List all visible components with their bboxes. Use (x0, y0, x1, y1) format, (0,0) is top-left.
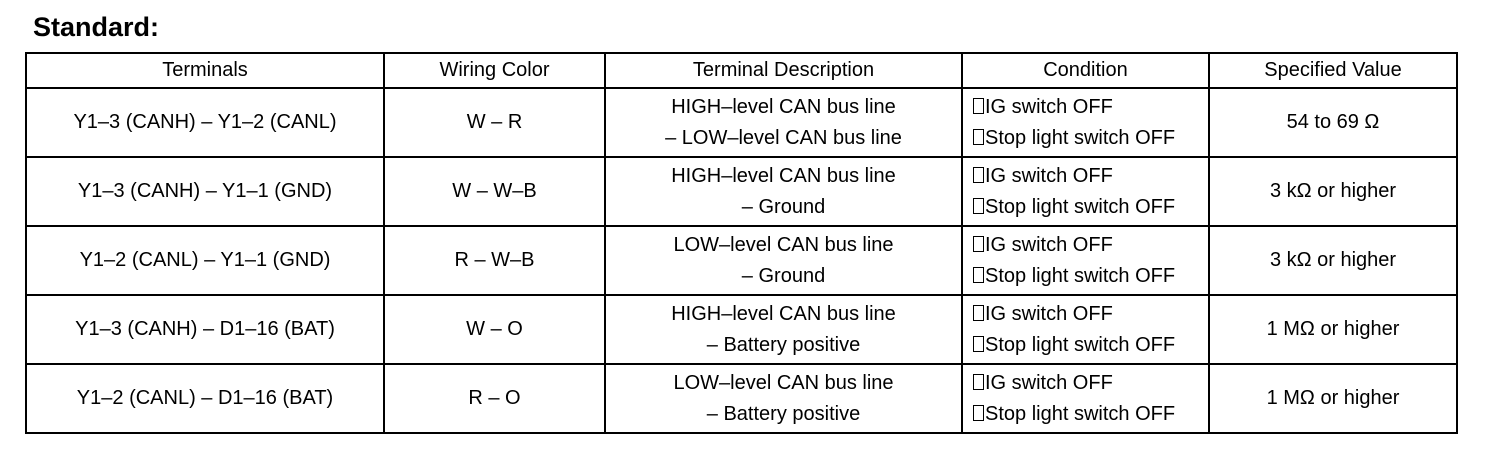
condition-cell (962, 295, 1209, 364)
condition-line: IG switch OFF (985, 233, 1113, 256)
description-line: LOW–level CAN bus line (673, 233, 894, 256)
condition-line: Stop light switch OFF (985, 264, 1176, 287)
table-row (26, 364, 1457, 433)
description-line: HIGH–level CAN bus line (671, 95, 896, 118)
description-line: – Ground (741, 195, 826, 218)
description-cell (605, 364, 962, 433)
condition-line: IG switch OFF (985, 302, 1113, 325)
header-terminal-description: Terminal Description (605, 53, 962, 88)
checkbox-icon (973, 198, 984, 214)
condition-line: IG switch OFF (985, 164, 1113, 187)
standard-table (25, 52, 1458, 434)
condition-cell (962, 226, 1209, 295)
table-row (26, 157, 1457, 226)
specified-value-cell: 3 kΩ or higher (1209, 157, 1457, 226)
table-row (26, 295, 1457, 364)
terminals-cell: Y1–2 (CANL) – Y1–1 (GND) (26, 226, 384, 295)
condition-cell (962, 88, 1209, 157)
terminals-cell: Y1–2 (CANL) – D1–16 (BAT) (26, 364, 384, 433)
terminals-cell: Y1–3 (CANH) – Y1–2 (CANL) (26, 88, 384, 157)
wiring-color-cell: R – O (384, 364, 605, 433)
condition-line: IG switch OFF (985, 95, 1113, 118)
description-line: – Battery positive (706, 402, 861, 425)
checkbox-icon (973, 129, 984, 145)
checkbox-icon (973, 98, 984, 114)
specified-value-cell: 1 MΩ or higher (1209, 364, 1457, 433)
description-line: HIGH–level CAN bus line (671, 302, 896, 325)
description-line: – Ground (741, 264, 826, 287)
description-line: LOW–level CAN bus line (673, 371, 894, 394)
checkbox-icon (973, 167, 984, 183)
checkbox-icon (973, 405, 984, 421)
specified-value-cell: 1 MΩ or higher (1209, 295, 1457, 364)
description-cell (605, 295, 962, 364)
terminals-cell: Y1–3 (CANH) – D1–16 (BAT) (26, 295, 384, 364)
header-row (26, 53, 1457, 88)
description-cell (605, 157, 962, 226)
condition-line: Stop light switch OFF (985, 126, 1176, 149)
wiring-color-cell: W – W–B (384, 157, 605, 226)
checkbox-icon (973, 236, 984, 252)
checkbox-icon (973, 374, 984, 390)
description-line: – Battery positive (706, 333, 861, 356)
description-cell (605, 226, 962, 295)
page-title: Standard: (33, 12, 160, 42)
checkbox-icon (973, 336, 984, 352)
header-terminals: Terminals (26, 53, 384, 88)
specified-value-cell: 54 to 69 Ω (1209, 88, 1457, 157)
table-row (26, 226, 1457, 295)
wiring-color-cell: W – O (384, 295, 605, 364)
wiring-color-cell: R – W–B (384, 226, 605, 295)
terminals-cell: Y1–3 (CANH) – Y1–1 (GND) (26, 157, 384, 226)
header-wiring-color: Wiring Color (384, 53, 605, 88)
wiring-color-cell: W – R (384, 88, 605, 157)
specified-value-cell: 3 kΩ or higher (1209, 226, 1457, 295)
condition-line: Stop light switch OFF (985, 402, 1176, 425)
description-line: HIGH–level CAN bus line (671, 164, 896, 187)
table-row (26, 88, 1457, 157)
header-condition: Condition (962, 53, 1209, 88)
description-line: – LOW–level CAN bus line (665, 126, 902, 149)
condition-line: Stop light switch OFF (985, 195, 1176, 218)
checkbox-icon (973, 305, 984, 321)
condition-line: IG switch OFF (985, 371, 1113, 394)
condition-cell (962, 364, 1209, 433)
header-specified-value: Specified Value (1209, 53, 1457, 88)
checkbox-icon (973, 267, 984, 283)
condition-line: Stop light switch OFF (985, 333, 1176, 356)
condition-cell (962, 157, 1209, 226)
description-cell (605, 88, 962, 157)
